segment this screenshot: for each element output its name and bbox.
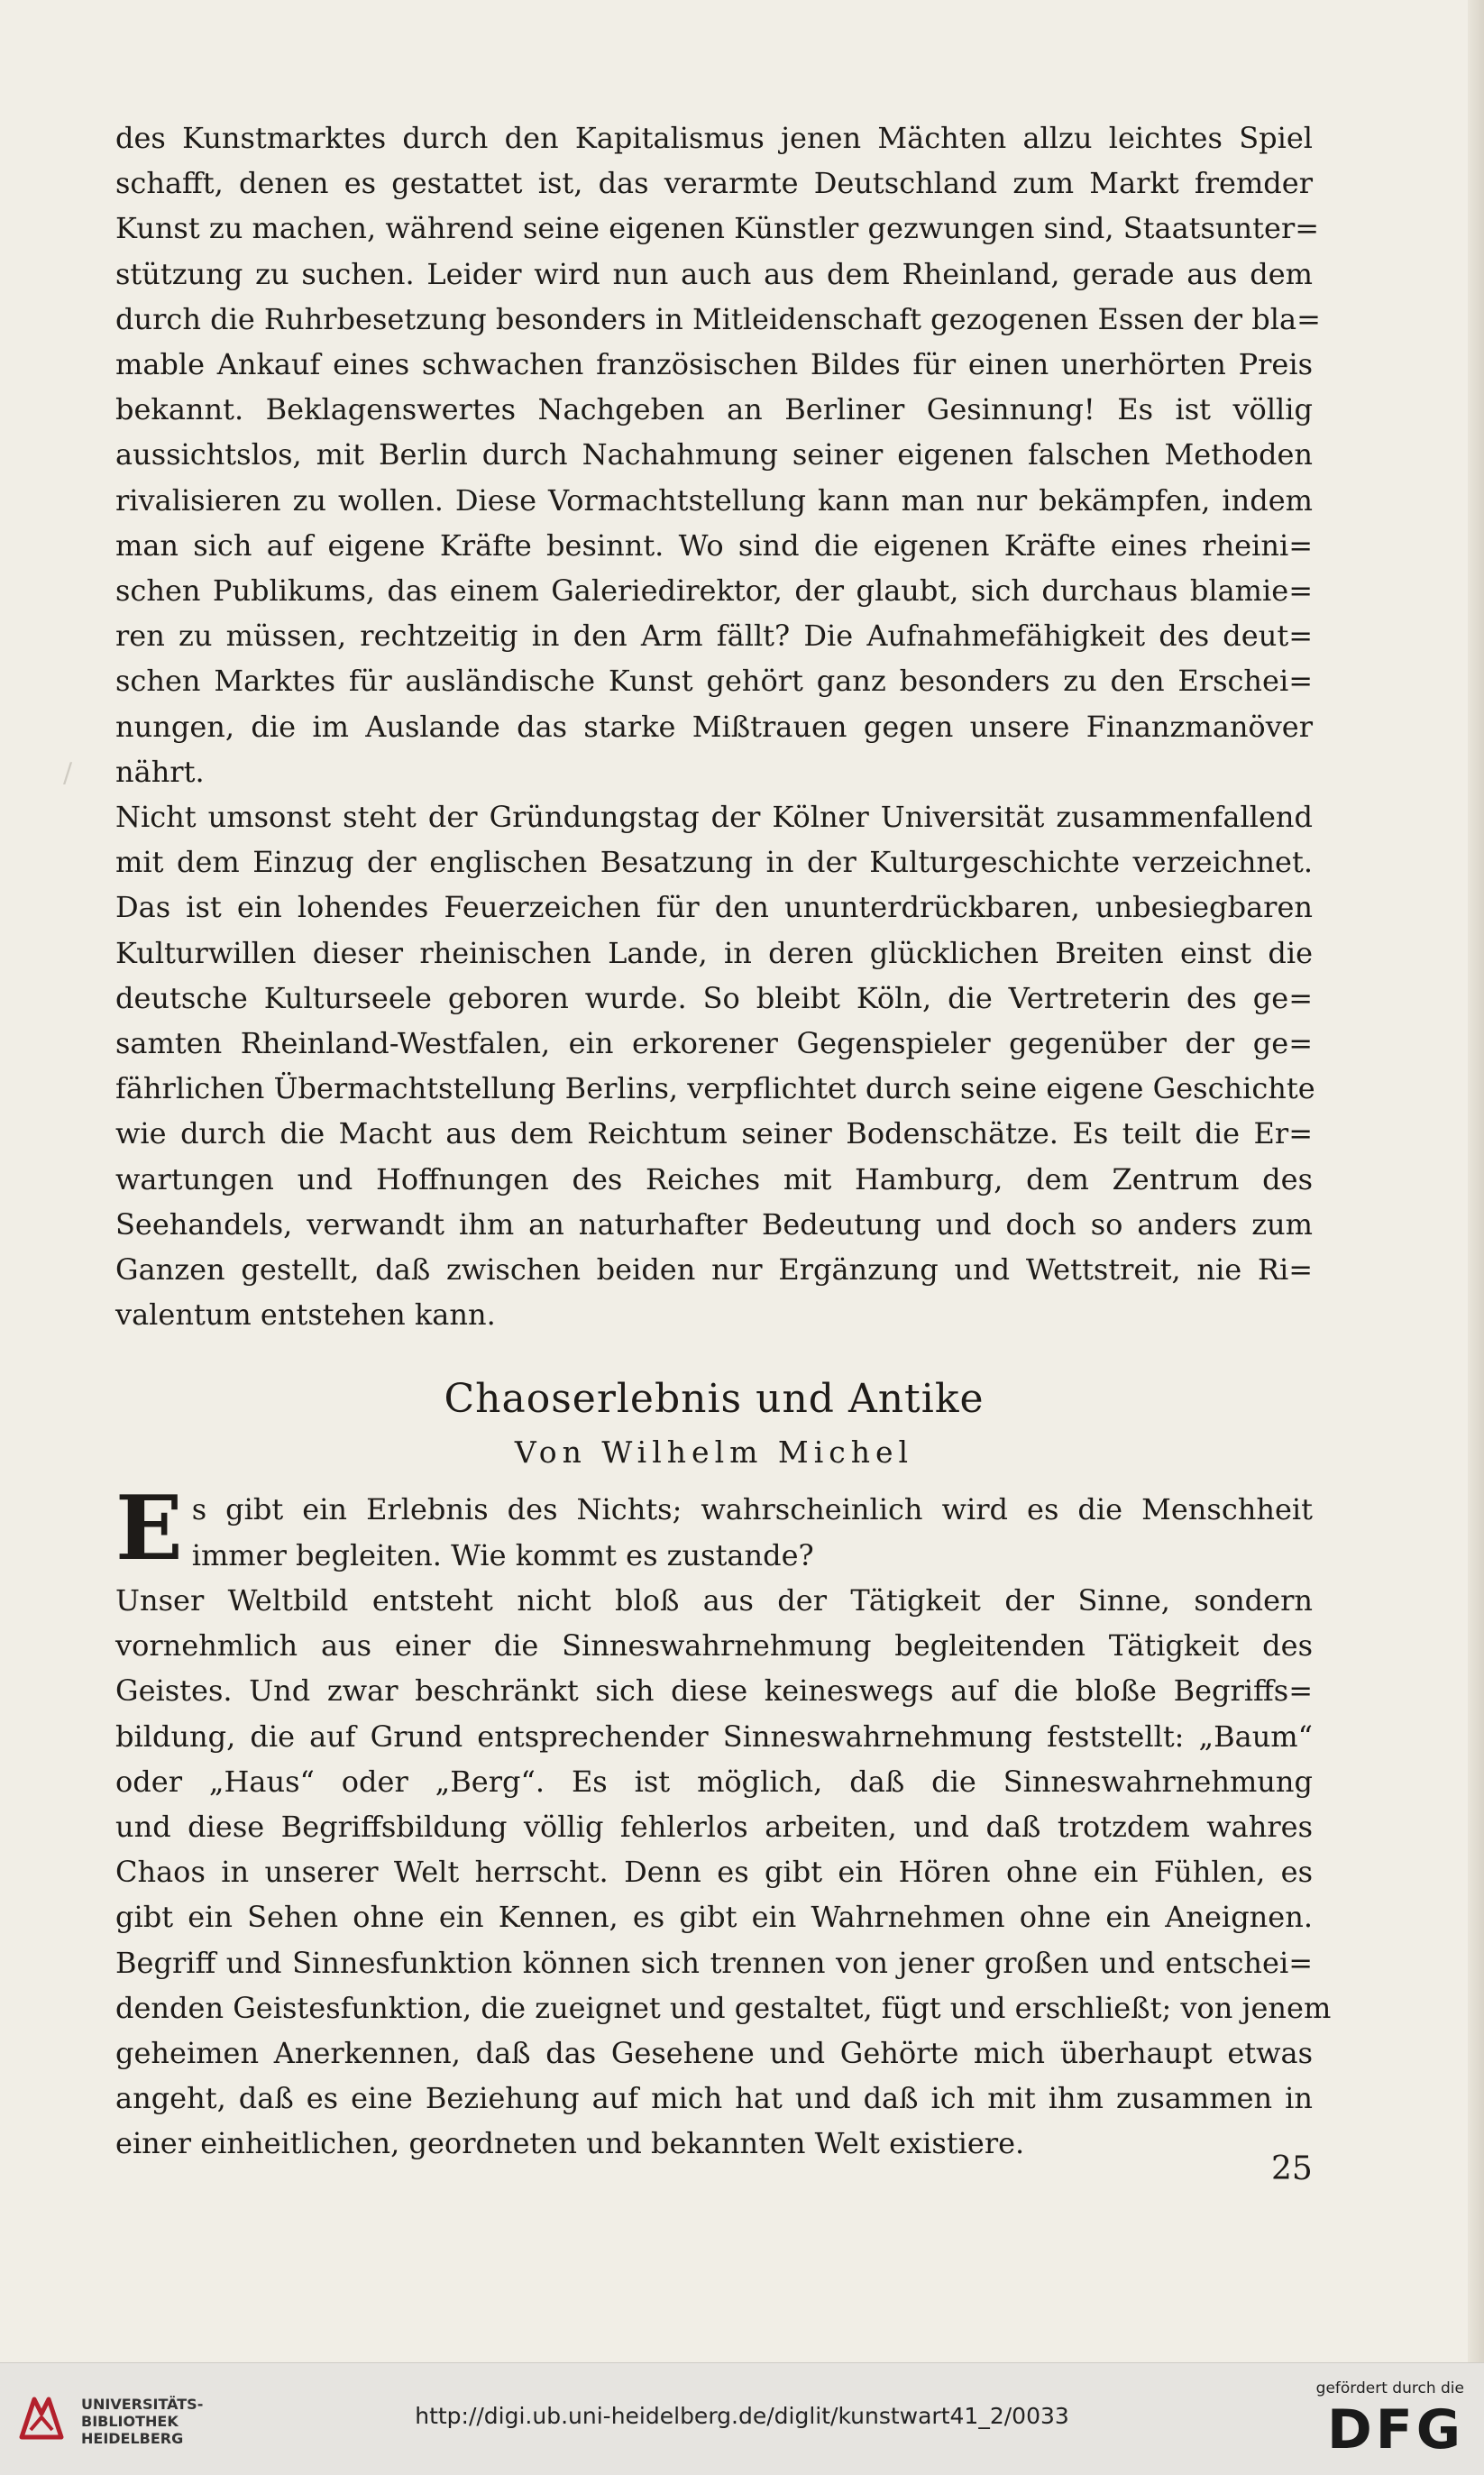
library-name-line: BIBLIOTHEK [81,2413,179,2430]
library-name-line: HEIDELBERG [81,2430,184,2447]
paragraph [115,1578,1332,2167]
text-line: oder „Haus“ oder „Berg“. Es ist möglich, daß die Sinneswahrnehmung [115,1764,1313,1799]
text-line: angeht, daß es eine Beziehung auf mich hat und daß ich mit ihm zusammen in [115,2081,1313,2116]
text-line: mable Ankauf eines schwachen französischen Bildes für einen unerhörten Preis [115,347,1313,382]
permalink-url[interactable]: http://digi.ub.uni-heidelberg.de/diglit/kunstwart41_2/0033 [415,2403,1069,2429]
paragraph [115,115,1321,794]
page-number: 25 [1271,2150,1313,2187]
text-line: samten Rheinland-Westfalen, ein erkorener Gegenspieler gegenüber der ge= [115,1026,1313,1061]
funder-label: gefördert durch die [1315,2379,1464,2397]
text-line: schafft, denen es gestattet ist, das verarmte Deutschland zum Markt fremder [115,166,1313,201]
text-line: gibt ein Sehen ohne ein Kennen, es gibt ein Wahrnehmen ohne ein Aneignen. [115,1900,1313,1935]
text-block [115,115,1332,2167]
text-line: schen Publikums, das einem Galeriedirektor, der glaubt, sich durchaus blamie= [115,573,1313,609]
article-body [115,1477,1332,2166]
text-line: Unser Weltbild entsteht nicht bloß aus der Tätigkeit der Sinne, sondern [115,1582,1313,1618]
text-line: bildung, die auf Grund entsprechender Sinneswahrnehmung feststellt: „Baum“ [115,1719,1313,1754]
text-line: schen Marktes für ausländische Kunst gehört ganz besonders zu den Erschei= [115,664,1313,699]
text-line: valentum entstehen kann. [115,1297,496,1333]
library-name-line: UNIVERSITÄTS- [81,2396,204,2413]
text-line: Kunst zu machen, während seine eigenen Künstler gezwungen sind, Staatsunter= [115,211,1320,246]
text-line: denden Geistesfunktion, die zueignet und gestaltet, fügt und erschließt; von jenem [115,1990,1332,2025]
text-line: Ganzen gestellt, daß zwischen beiden nur Ergänzung und Wettstreit, nie Ri= [115,1252,1313,1288]
text-line: ren zu müssen, rechtzeitig in den Arm fällt? Die Aufnahmefähigkeit des deut= [115,619,1313,654]
text-line: bekannt. Beklagenswertes Nachgeben an Berliner Gesinnung! Es ist völlig [115,392,1313,427]
text-line: Geistes. Und zwar beschränkt sich diese keineswegs auf die bloße Begriffs= [115,1673,1313,1709]
text-line: nungen, die im Auslande das starke Mißtrauen gegen unsere Finanzmanöver [115,709,1313,744]
text-line: aussichtslos, mit Berlin durch Nachahmung seiner eigenen falschen Methoden [115,437,1313,472]
text-line: deutsche Kulturseele geboren wurde. So bleibt Köln, die Vertreterin des ge= [115,980,1313,1015]
article-heading: Chaoserlebnis und Antike [444,1376,985,1423]
text-line: Nicht umsonst steht der Gründungstag der Kölner Universität zusammenfallend [115,800,1313,835]
paragraph [115,794,1313,1337]
text-line: mit dem Einzug der englischen Besatzung in der Kulturgeschichte verzeichnet. [115,845,1313,880]
text-line: Begriff und Sinnesfunktion können sich trennen von jener großen und entschei= [115,1945,1313,1980]
text-line: Kulturwillen dieser rheinischen Lande, in deren glücklichen Breiten einst die [115,935,1313,970]
text-line: s gibt ein Erlebnis des Nichts; wahrscheinlich wird es die Menschheit [191,1492,1313,1527]
text-line: rivalisieren zu wollen. Diese Vormachtstellung kann man nur bekämpfen, indem [115,482,1313,518]
text-line: und diese Begriffsbildung völlig fehlerlos arbeiten, und daß trotzdem wahres [115,1809,1313,1844]
text-line: man sich auf eigene Kräfte besinnt. Wo sind die eigenen Kräfte eines rheini= [115,527,1313,563]
text-line: stützung zu suchen. Leider wird nun auch aus dem Rheinland, gerade aus dem [115,256,1313,291]
drop-cap: E [115,1477,183,1581]
text-line: fährlichen Übermachtstellung Berlins, verpflichtet durch seine eigene Geschichte [115,1071,1315,1106]
text-line: vornehmlich aus einer die Sinneswahrnehmung begleitenden Tätigkeit des [115,1628,1313,1664]
text-line: wartungen und Hoffnungen des Reiches mit Hamburg, dem Zentrum des [115,1161,1313,1196]
text-line: geheimen Anerkennen, daß das Gesehene und Gehörte mich überhaupt etwas [115,2035,1313,2070]
text-line: Chaos in unserer Welt herrscht. Denn es gibt ein Hören ohne ein Fühlen, es [115,1855,1313,1890]
text-line: einer einheitlichen, geordneten und bekannten Welt existiere. [115,2126,1025,2161]
text-line: wie durch die Macht aus dem Reichtum seiner Bodenschätze. Es teilt die Er= [115,1116,1313,1151]
article-byline: Von Wilhelm Michel [514,1435,914,1471]
margin-mark: / [63,757,73,789]
text-line: immer begleiten. Wie kommt es zustande? [191,1537,814,1572]
viewer-footer [0,2362,1484,2475]
text-line: Seehandels, verwandt ihm an naturhafter Bedeutung und doch so anders zum [115,1206,1313,1242]
text-line: Das ist ein lohendes Feuerzeichen für den ununterdrückbaren, unbesiegbaren [115,890,1313,925]
page-edge-shadow [1468,0,1484,2362]
dfg-logo: DFG [1326,2398,1464,2461]
text-line: durch die Ruhrbesetzung besonders in Mitleidenschaft gezogenen Essen der bla= [115,301,1321,336]
text-line: des Kunstmarktes durch den Kapitalismus jenen Mächten allzu leichtes Spiel [115,121,1313,155]
article-continuation [115,115,1321,1337]
text-line: nährt. [115,754,205,789]
paragraph [115,1477,1313,1581]
funder-credit [1315,2379,1464,2461]
